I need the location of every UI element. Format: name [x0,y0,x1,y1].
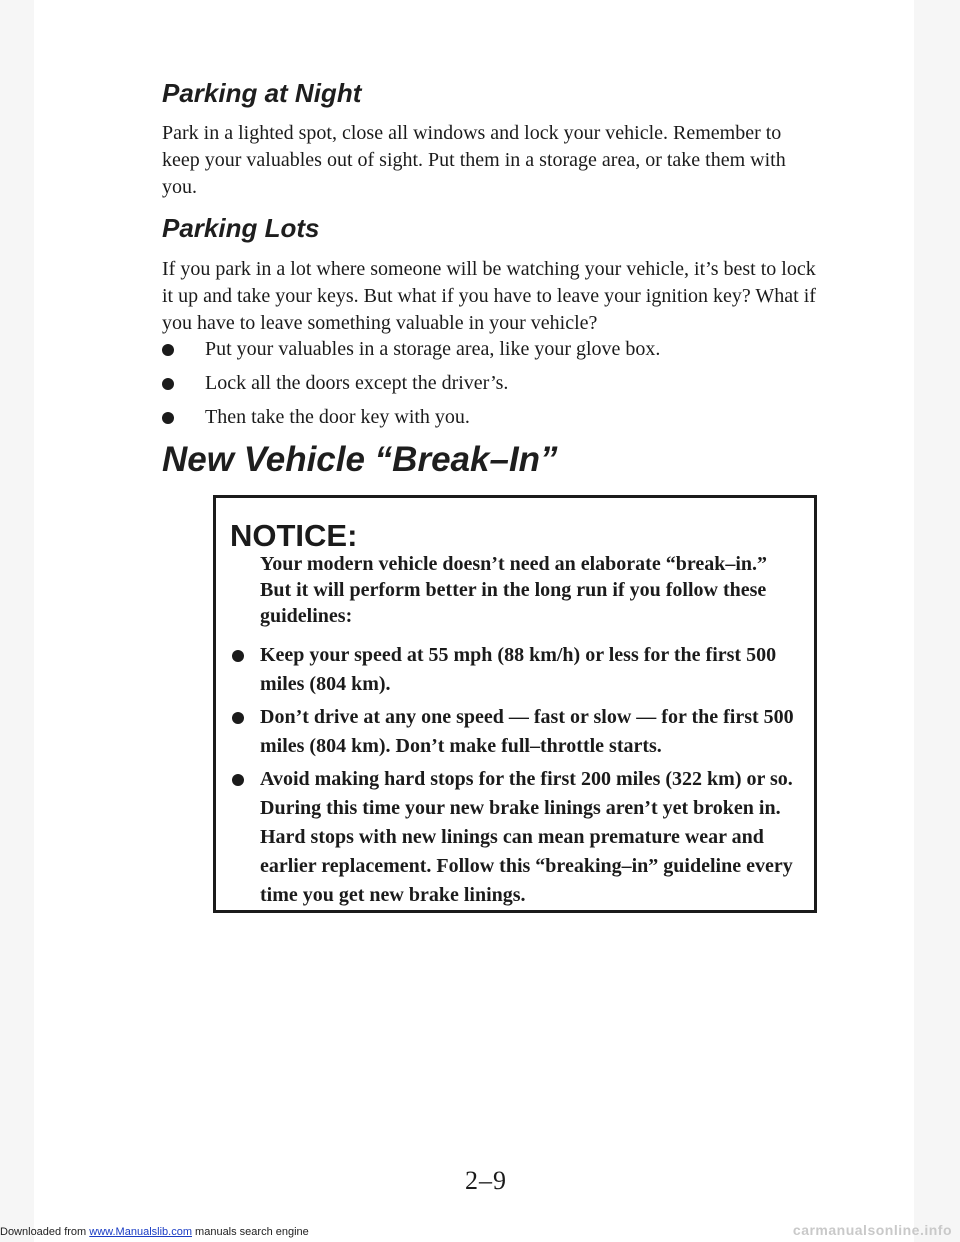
manualslib-link[interactable]: www.Manualslib.com [89,1226,192,1238]
section-heading-parking-lots: Parking Lots [162,213,320,243]
notice-intro: Your modern vehicle doesn’t need an elaborate “break–in.” But it will perform better in the long run if you follow these guidelines: [260,553,768,627]
bullet-dot-icon [232,650,244,662]
list-item-text: Lock all the doors except the driver’s. [205,372,509,394]
bullet-dot-icon [232,712,244,724]
bullet-dot-icon [232,774,244,786]
footer-download-note [0,1226,309,1238]
bullet-dot-icon [162,412,174,424]
list-item [162,370,822,397]
bullet-dot-icon [162,344,174,356]
bullet-dot-icon [162,378,174,390]
paragraph-parking-lots: If you park in a lot where someone will be watching your vehicle, it’s best to lock it up and take your keys. But what if you have to leave your ignition key? What if you have to leave something valuable in your vehicle? [162,258,816,334]
section-heading-parking-at-night: Parking at Night [162,78,362,108]
list-item-text: Then take the door key with you. [205,406,470,428]
footer-watermark: carmanualsonline.info [792,1222,952,1238]
paragraph-parking-at-night: Park in a lighted spot, close all windows and lock your vehicle. Remember to keep your valuables out of sight. Put them in a storage area, or take them with you. [162,122,786,198]
footer-prefix: Downloaded from [0,1226,87,1238]
notice-list-item [212,641,802,699]
notice-list-item-text: Avoid making hard stops for the first 200 miles (322 km) or so. During this time your new brake linings aren’t yet broken in. Hard stops with new linings can mean premature wear and earlier replacement. Follow this “breaking–in” guideline every time you get new brake linings. [260,768,793,906]
notice-list-item-text: Don’t drive at any one speed — fast or slow — for the first 500 miles (804 km). Don’t make full–throttle starts. [260,706,794,757]
section-heading-break-in: New Vehicle “Break–In” [162,440,558,479]
notice-list-item [212,703,802,761]
notice-list-item [212,765,802,910]
list-item [162,336,822,363]
list-item-text: Put your valuables in a storage area, like your glove box. [205,338,661,360]
list-item [162,404,822,431]
notice-title: NOTICE: [230,518,358,553]
notice-list-item-text: Keep your speed at 55 mph (88 km/h) or less for the first 500 miles (804 km). [260,644,777,695]
page-number: 2–9 [465,1166,507,1195]
footer-suffix: manuals search engine [195,1226,309,1238]
